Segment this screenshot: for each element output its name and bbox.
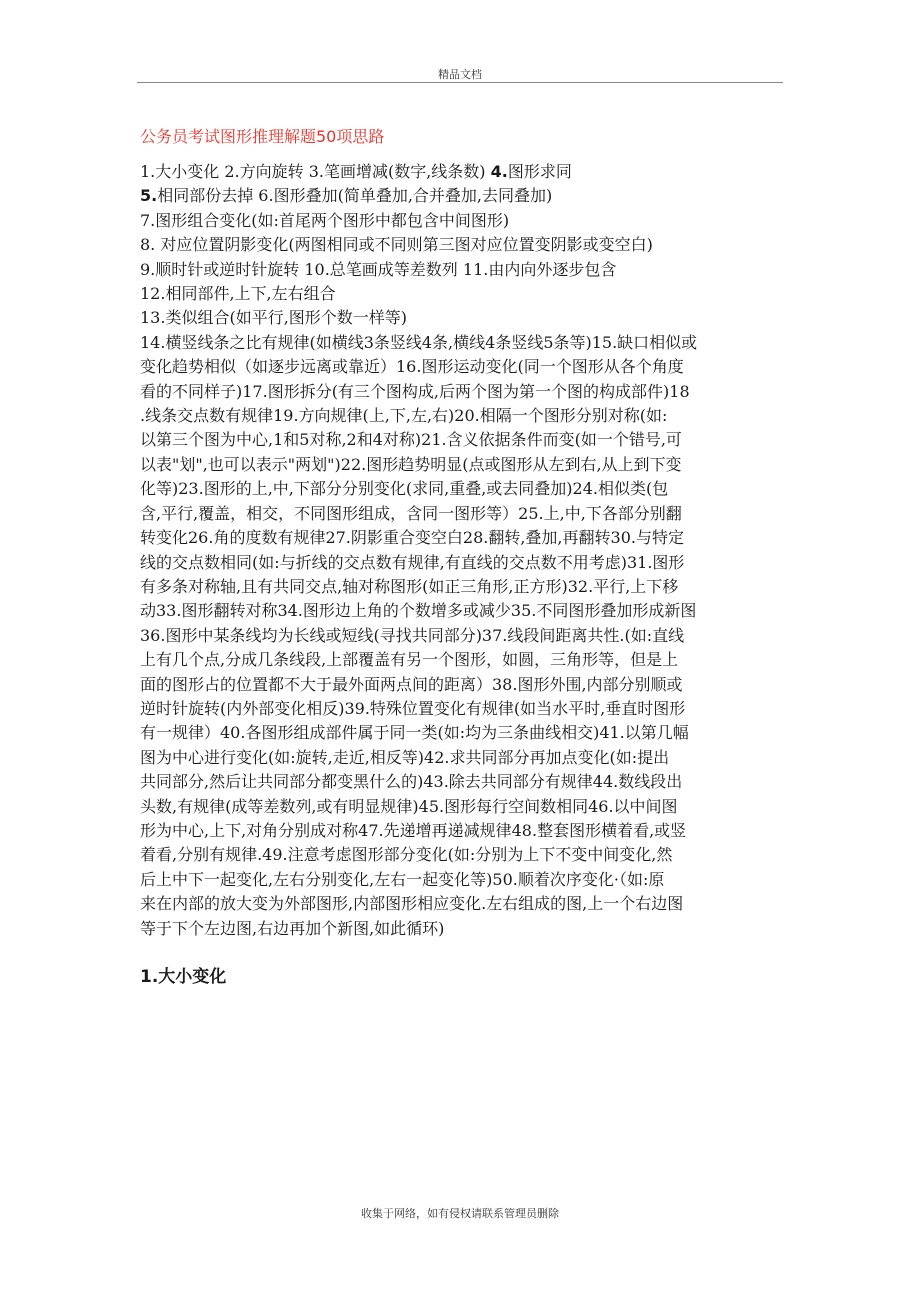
line-text: 头数,有规律(成等差数列,或有明显规律)45.图形每行空间数相同46.以中间图: [140, 796, 678, 816]
line-text: 14.横竖线条之比有规律(如横线3条竖线4条,横线4条竖线5条等)15.缺口相似或: [140, 332, 698, 352]
page-footer: 收集于网络，如有侵权请联系管理员删除: [361, 1207, 559, 1220]
line-text: 1.大小变化 2.方向旋转 3.笔画增减(数字,线条数): [140, 162, 491, 181]
line-text: 有多条对称轴,且有共同交点,轴对称图形(如正三角形,正方形)32.平行,上下移: [140, 576, 679, 596]
text-line: [140, 892, 780, 916]
text-line: [140, 599, 780, 623]
text-line: [140, 819, 780, 843]
text-line: [140, 477, 780, 501]
text-line: [140, 380, 780, 404]
text-line: [140, 575, 780, 599]
text-line: [140, 624, 780, 648]
page-header: 精品文档: [438, 68, 482, 81]
text-line: [140, 502, 780, 526]
line-text: 12.相同部件,上下,左右组合: [140, 284, 336, 304]
text-line: [140, 355, 780, 379]
line-text: 共同部分,然后让共同部分都变黑什么的)43.除去共同部分有规律44.数线段出: [140, 772, 683, 792]
text-line: [140, 843, 780, 867]
text-line: [140, 868, 780, 892]
text-line: [140, 917, 780, 941]
line-text: 8. 对应位置阴影变化(两图相同或不同则第三图对应位置变阴影或变空白): [140, 235, 653, 255]
line-text: 等于下个左边图,右边再加个新图,如此循环): [140, 918, 445, 938]
text-line: [140, 404, 780, 428]
line-text: 变化趋势相似（如逐步远离或靠近）16.图形运动变化(同一个图形从各个角度: [140, 357, 684, 377]
text-line: [140, 160, 780, 184]
bold-number: 4.: [490, 162, 508, 181]
line-text: 转变化26.角的度数有规律27.阴影重合变空白28.翻转,叠加,再翻转30.与特定: [140, 528, 684, 548]
text-line: [140, 453, 780, 477]
line-text: 形为中心,上下,对角分别成对称47.先递增再递减规律48.整套图形横着看,或竖: [140, 820, 687, 840]
document-title: 公务员考试图形推理解题50项思路: [140, 127, 385, 146]
line-text: 以表"划",也可以表示"两划")22.图形趋势明显(点或图形从左到右,从上到下变: [140, 454, 682, 474]
line-text: 来在内部的放大变为外部图形,内部图形相应变化.左右组成的图,上一个右边图: [140, 894, 684, 914]
text-line: [140, 331, 780, 355]
line-text: 有一规律）40.各图形组成部件属于同一类(如:均为三条曲线相交)41.以第几幅: [140, 723, 689, 743]
line-text: 9.顺时针或逆时针旋转 10.总笔画成等差数列 11.由内向外逐步包含: [140, 259, 617, 279]
text-line: [140, 209, 780, 233]
text-line: [140, 697, 780, 721]
line-text: 看的不同样子)17.图形拆分(有三个图构成,后两个图为第一个图的构成部件)18: [140, 381, 690, 401]
text-line: [140, 526, 780, 550]
line-text: 相同部份去掉 6.图形叠加(简单叠加,合并叠加,去同叠加): [157, 186, 553, 206]
text-line: [140, 184, 780, 208]
line-text: 后上中下一起变化,左右分别变化,左右一起变化等)50.顺着次序变化·（如:原: [140, 869, 665, 889]
line-text: 动33.图形翻转对称34.图形边上角的个数增多或减少35.不同图形叠加形成新图: [140, 601, 697, 621]
line-text: 7.图形组合变化(如:首尾两个图形中都包含中间图形): [140, 210, 510, 230]
line-text: 13.类似组合(如平行,图形个数一样等): [140, 308, 408, 328]
text-line: [140, 770, 780, 794]
text-line: [140, 721, 780, 745]
text-line: [140, 648, 780, 672]
text-line: [140, 795, 780, 819]
line-text: .线条交点数有规律19.方向规律(上,下,左,右)20.相隔一个图形分别对称(如:: [140, 406, 668, 426]
text-line: [140, 282, 780, 306]
text-line: [140, 233, 780, 257]
line-text: 线的交点数相同(如:与折线的交点数有规律,有直线的交点数不用考虑)31.图形: [140, 552, 685, 572]
text-line: [140, 746, 780, 770]
document-body: [140, 160, 780, 941]
line-text: 面的图形占的位置都不大于最外面两点间的距离）38.图形外围,内部分别顺或: [140, 674, 683, 694]
line-text-after: 图形求同: [507, 162, 572, 181]
text-line: [140, 306, 780, 330]
text-line: [140, 428, 780, 452]
text-line: [140, 551, 780, 575]
line-text: 逆时针旋转(内外部变化相反)39.特殊位置变化有规律(如当水平时,垂直时图形: [140, 698, 686, 718]
line-text: 以第三个图为中心,1和5对称,2和4对称)21.含义依据条件而变(如一个错号,可: [140, 430, 682, 450]
line-text: 上有几个点,分成几条线段,上部覆盖有另一个图形，如圆，三角形等，但是上: [140, 650, 679, 670]
header-divider: [137, 82, 783, 83]
line-text: 化等)23.图形的上,中,下部分分别变化(求同,重叠,或去同叠加)24.相似类(包: [140, 479, 669, 499]
line-text: 含,平行,覆盖，相交，不同图形组成，含同一图形等）25.上,中,下各部分别翻: [140, 503, 682, 523]
bold-number: 5.: [140, 186, 158, 206]
line-text: 36.图形中某条线均为长线或短线(寻找共同部分)37.线段间距离共性.(如:直线: [140, 625, 685, 645]
text-line: [140, 673, 780, 697]
line-text: 图为中心进行变化(如:旋转,走近,相反等)42.求共同部分再加点变化(如:提出: [140, 747, 670, 767]
section-heading: 1.大小变化: [140, 967, 227, 987]
line-text: 着看,分别有规律.49.注意考虑图形部分变化(如:分别为上下不变中间变化,然: [140, 845, 673, 865]
text-line: [140, 258, 780, 282]
